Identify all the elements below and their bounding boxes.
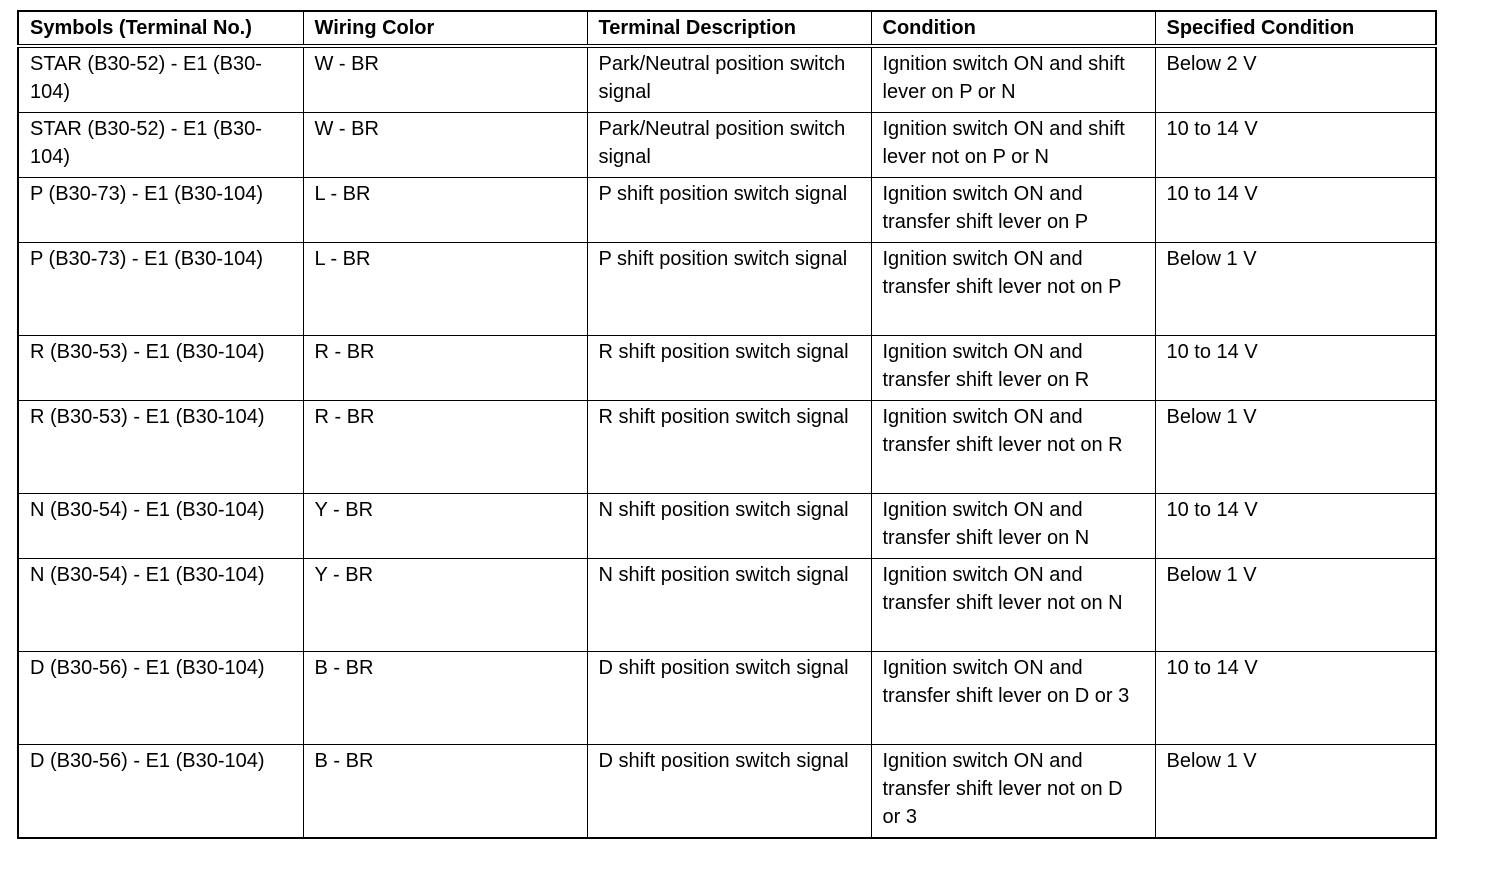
header-wiring-color: Wiring Color — [303, 11, 587, 46]
table-row — [18, 113, 1436, 178]
cell-symbols: D (B30-56) - E1 (B30-104) — [18, 652, 303, 745]
cell-symbols: R (B30-53) - E1 (B30-104) — [18, 401, 303, 494]
cell-symbols: P (B30-73) - E1 (B30-104) — [18, 178, 303, 243]
cell-specified-condition: Below 1 V — [1155, 745, 1436, 839]
cell-condition: Ignition switch ON and transfer shift lever not on N — [871, 559, 1155, 652]
table-row — [18, 494, 1436, 559]
cell-wiring-color: W - BR — [303, 46, 587, 113]
cell-condition: Ignition switch ON and transfer shift lever on P — [871, 178, 1155, 243]
cell-specified-condition: Below 1 V — [1155, 243, 1436, 336]
cell-terminal-description: R shift position switch signal — [587, 336, 871, 401]
terminal-spec-table — [17, 10, 1437, 839]
table-header-row — [18, 11, 1436, 46]
cell-terminal-description: Park/Neutral position switch signal — [587, 113, 871, 178]
cell-specified-condition: 10 to 14 V — [1155, 113, 1436, 178]
cell-terminal-description: D shift position switch signal — [587, 652, 871, 745]
header-condition: Condition — [871, 11, 1155, 46]
cell-wiring-color: L - BR — [303, 243, 587, 336]
table-row — [18, 243, 1436, 336]
cell-specified-condition: 10 to 14 V — [1155, 652, 1436, 745]
cell-symbols: R (B30-53) - E1 (B30-104) — [18, 336, 303, 401]
cell-condition: Ignition switch ON and transfer shift lever not on D or 3 — [871, 745, 1155, 839]
cell-terminal-description: Park/Neutral position switch signal — [587, 46, 871, 113]
cell-symbols: N (B30-54) - E1 (B30-104) — [18, 559, 303, 652]
cell-condition: Ignition switch ON and shift lever not on P or N — [871, 113, 1155, 178]
cell-symbols: P (B30-73) - E1 (B30-104) — [18, 243, 303, 336]
cell-wiring-color: W - BR — [303, 113, 587, 178]
header-specified-condition: Specified Condition — [1155, 11, 1436, 46]
cell-wiring-color: B - BR — [303, 745, 587, 839]
cell-specified-condition: 10 to 14 V — [1155, 336, 1436, 401]
table-row — [18, 336, 1436, 401]
cell-wiring-color: B - BR — [303, 652, 587, 745]
cell-condition: Ignition switch ON and transfer shift lever on N — [871, 494, 1155, 559]
cell-condition: Ignition switch ON and transfer shift lever not on P — [871, 243, 1155, 336]
cell-terminal-description: P shift position switch signal — [587, 243, 871, 336]
cell-symbols: D (B30-56) - E1 (B30-104) — [18, 745, 303, 839]
cell-specified-condition: Below 1 V — [1155, 559, 1436, 652]
cell-specified-condition: Below 2 V — [1155, 46, 1436, 113]
cell-condition: Ignition switch ON and transfer shift lever not on R — [871, 401, 1155, 494]
cell-symbols: N (B30-54) - E1 (B30-104) — [18, 494, 303, 559]
table-row — [18, 745, 1436, 839]
cell-wiring-color: R - BR — [303, 401, 587, 494]
cell-wiring-color: Y - BR — [303, 559, 587, 652]
cell-specified-condition: 10 to 14 V — [1155, 178, 1436, 243]
cell-specified-condition: Below 1 V — [1155, 401, 1436, 494]
cell-wiring-color: L - BR — [303, 178, 587, 243]
cell-terminal-description: R shift position switch signal — [587, 401, 871, 494]
table-row — [18, 178, 1436, 243]
header-symbols: Symbols (Terminal No.) — [18, 11, 303, 46]
cell-condition: Ignition switch ON and shift lever on P or N — [871, 46, 1155, 113]
cell-specified-condition: 10 to 14 V — [1155, 494, 1436, 559]
table-row — [18, 401, 1436, 494]
table-row — [18, 652, 1436, 745]
cell-condition: Ignition switch ON and transfer shift lever on D or 3 — [871, 652, 1155, 745]
table-row — [18, 559, 1436, 652]
cell-terminal-description: P shift position switch signal — [587, 178, 871, 243]
cell-condition: Ignition switch ON and transfer shift lever on R — [871, 336, 1155, 401]
cell-wiring-color: Y - BR — [303, 494, 587, 559]
cell-terminal-description: D shift position switch signal — [587, 745, 871, 839]
cell-symbols: STAR (B30-52) - E1 (B30-104) — [18, 113, 303, 178]
cell-wiring-color: R - BR — [303, 336, 587, 401]
cell-terminal-description: N shift position switch signal — [587, 494, 871, 559]
cell-terminal-description: N shift position switch signal — [587, 559, 871, 652]
header-terminal-description: Terminal Description — [587, 11, 871, 46]
table-row — [18, 46, 1436, 113]
cell-symbols: STAR (B30-52) - E1 (B30-104) — [18, 46, 303, 113]
